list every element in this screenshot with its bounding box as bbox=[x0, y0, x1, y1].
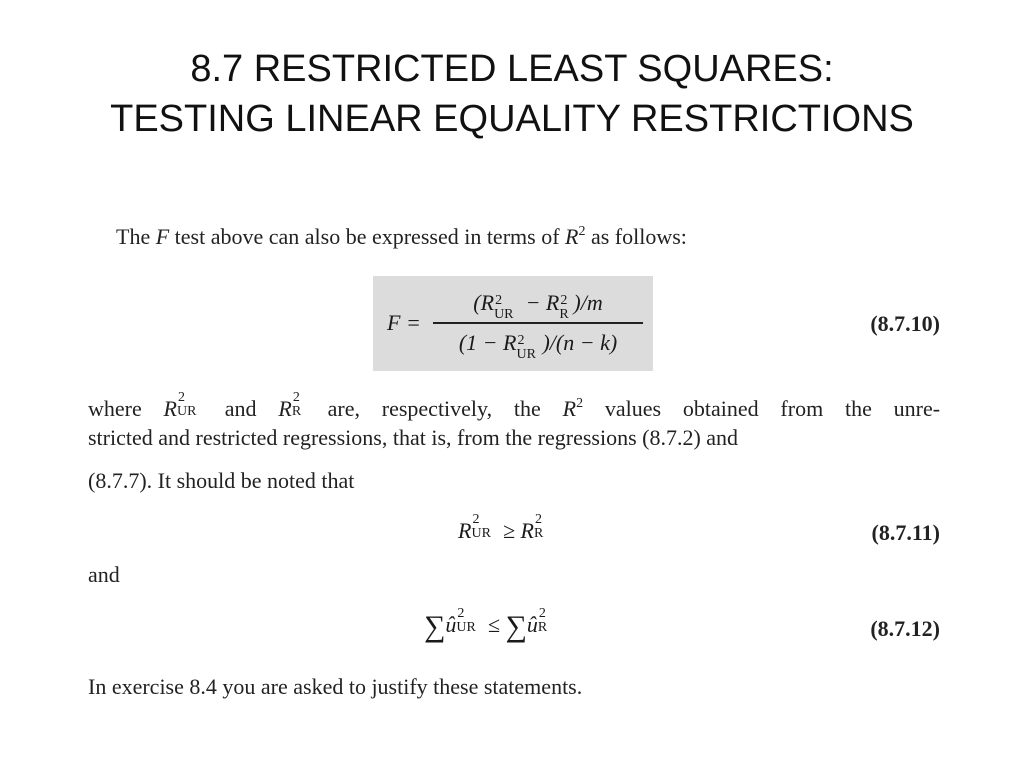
r-squared: $R^2$ bbox=[562, 396, 584, 421]
slide-title bbox=[0, 44, 1024, 144]
eq10-number: (8.7.10) bbox=[870, 311, 940, 336]
paragraph-line-3: (8.7.7). It should be noted that bbox=[88, 468, 355, 493]
intro-mid: test above can also be expressed in terms of bbox=[169, 224, 566, 249]
word: obtained bbox=[682, 396, 759, 421]
equation-8-7-11: R 2 UR ≥ R 2 R bbox=[458, 512, 544, 543]
paragraph-line-1 bbox=[88, 390, 941, 422]
eq10-denominator: (1 − R 2 UR )/(n − k) bbox=[458, 330, 618, 362]
r-ur-squared: R 2 UR bbox=[163, 390, 197, 421]
intro-sup: 2 bbox=[578, 224, 586, 239]
r-r-squared: R 2 R bbox=[278, 390, 302, 421]
closing-text: In exercise 8.4 you are asked to justify these statements. bbox=[88, 674, 583, 699]
eq10-numerator: (R 2 UR − R 2 R )/m bbox=[473, 290, 603, 322]
intro-r: R bbox=[565, 224, 579, 249]
and-text: and bbox=[88, 562, 120, 587]
word: respectively, bbox=[381, 396, 493, 421]
word: unre- bbox=[893, 396, 941, 421]
equation-8-7-12: ∑û 2 UR ≤ ∑û 2 R bbox=[424, 606, 548, 643]
word: the bbox=[513, 396, 541, 421]
word: values bbox=[604, 396, 662, 421]
eq12-number: (8.7.12) bbox=[870, 616, 940, 641]
equation-8-7-10-box bbox=[373, 276, 653, 371]
intro-f: F bbox=[155, 224, 170, 249]
word: from bbox=[780, 396, 824, 421]
intro-post: as follows: bbox=[585, 224, 687, 249]
paragraph-line-2: stricted and restricted regressions, that is, from the regressions (8.7.2) and bbox=[88, 425, 739, 450]
word: the bbox=[844, 396, 872, 421]
word: and bbox=[224, 396, 257, 421]
title-line-1: 8.7 RESTRICTED LEAST SQUARES: bbox=[190, 48, 834, 90]
word: are, bbox=[327, 396, 360, 421]
eq11-number: (8.7.11) bbox=[871, 520, 940, 545]
word: where bbox=[88, 396, 142, 421]
intro-pre: The bbox=[116, 224, 156, 249]
eq10-lhs: F = bbox=[387, 310, 421, 335]
eq10-fraction-bar bbox=[433, 322, 643, 324]
title-line-2: TESTING LINEAR EQUALITY RESTRICTIONS bbox=[110, 98, 914, 140]
intro-text bbox=[116, 224, 687, 250]
eq10-fraction bbox=[433, 286, 643, 360]
